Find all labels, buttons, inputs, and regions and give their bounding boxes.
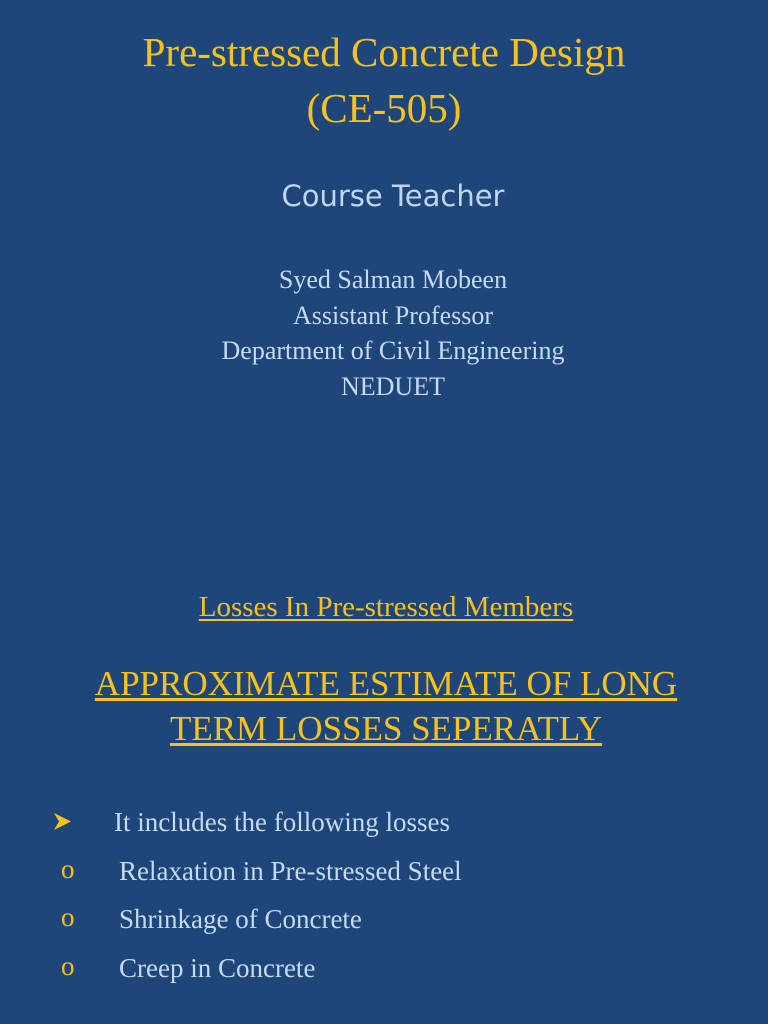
course-teacher-heading: Course Teacher (281, 179, 505, 213)
intro-bullet-text: It includes the following losses (114, 807, 450, 837)
loss-item-text: Creep in Concrete (119, 953, 316, 983)
arrowhead-bullet-icon (53, 812, 72, 831)
section-heading (0, 661, 768, 751)
teacher-name: Syed Salman Mobeen (278, 265, 508, 294)
loss-item-text: Relaxation in Pre-stressed Steel (119, 856, 462, 886)
loss-item (0, 851, 768, 891)
loss-item (0, 948, 768, 988)
intro-bullet-item (0, 802, 768, 842)
teacher-department: Department of Civil Engineering (221, 336, 565, 365)
slide-title (0, 24, 768, 136)
section-heading-line-1: APPROXIMATE ESTIMATE OF LONG (94, 664, 678, 703)
section-heading-line-2: TERM LOSSES SEPERATLY (169, 709, 603, 748)
teacher-position: Assistant Professor (292, 300, 494, 330)
teacher-institution: NEDUET (341, 371, 445, 401)
teacher-info (0, 262, 768, 404)
circle-bullet-icon: o (61, 902, 75, 932)
circle-bullet-icon: o (61, 951, 75, 981)
loss-item (0, 899, 768, 939)
slide-title-line-2: (CE-505) (306, 85, 462, 131)
slide-title-line-1: Pre-stressed Concrete Design (142, 29, 626, 75)
section-subtitle: Losses In Pre-stressed Members (198, 591, 574, 623)
circle-bullet-icon: o (61, 854, 75, 884)
loss-item-text: Shrinkage of Concrete (119, 904, 362, 934)
